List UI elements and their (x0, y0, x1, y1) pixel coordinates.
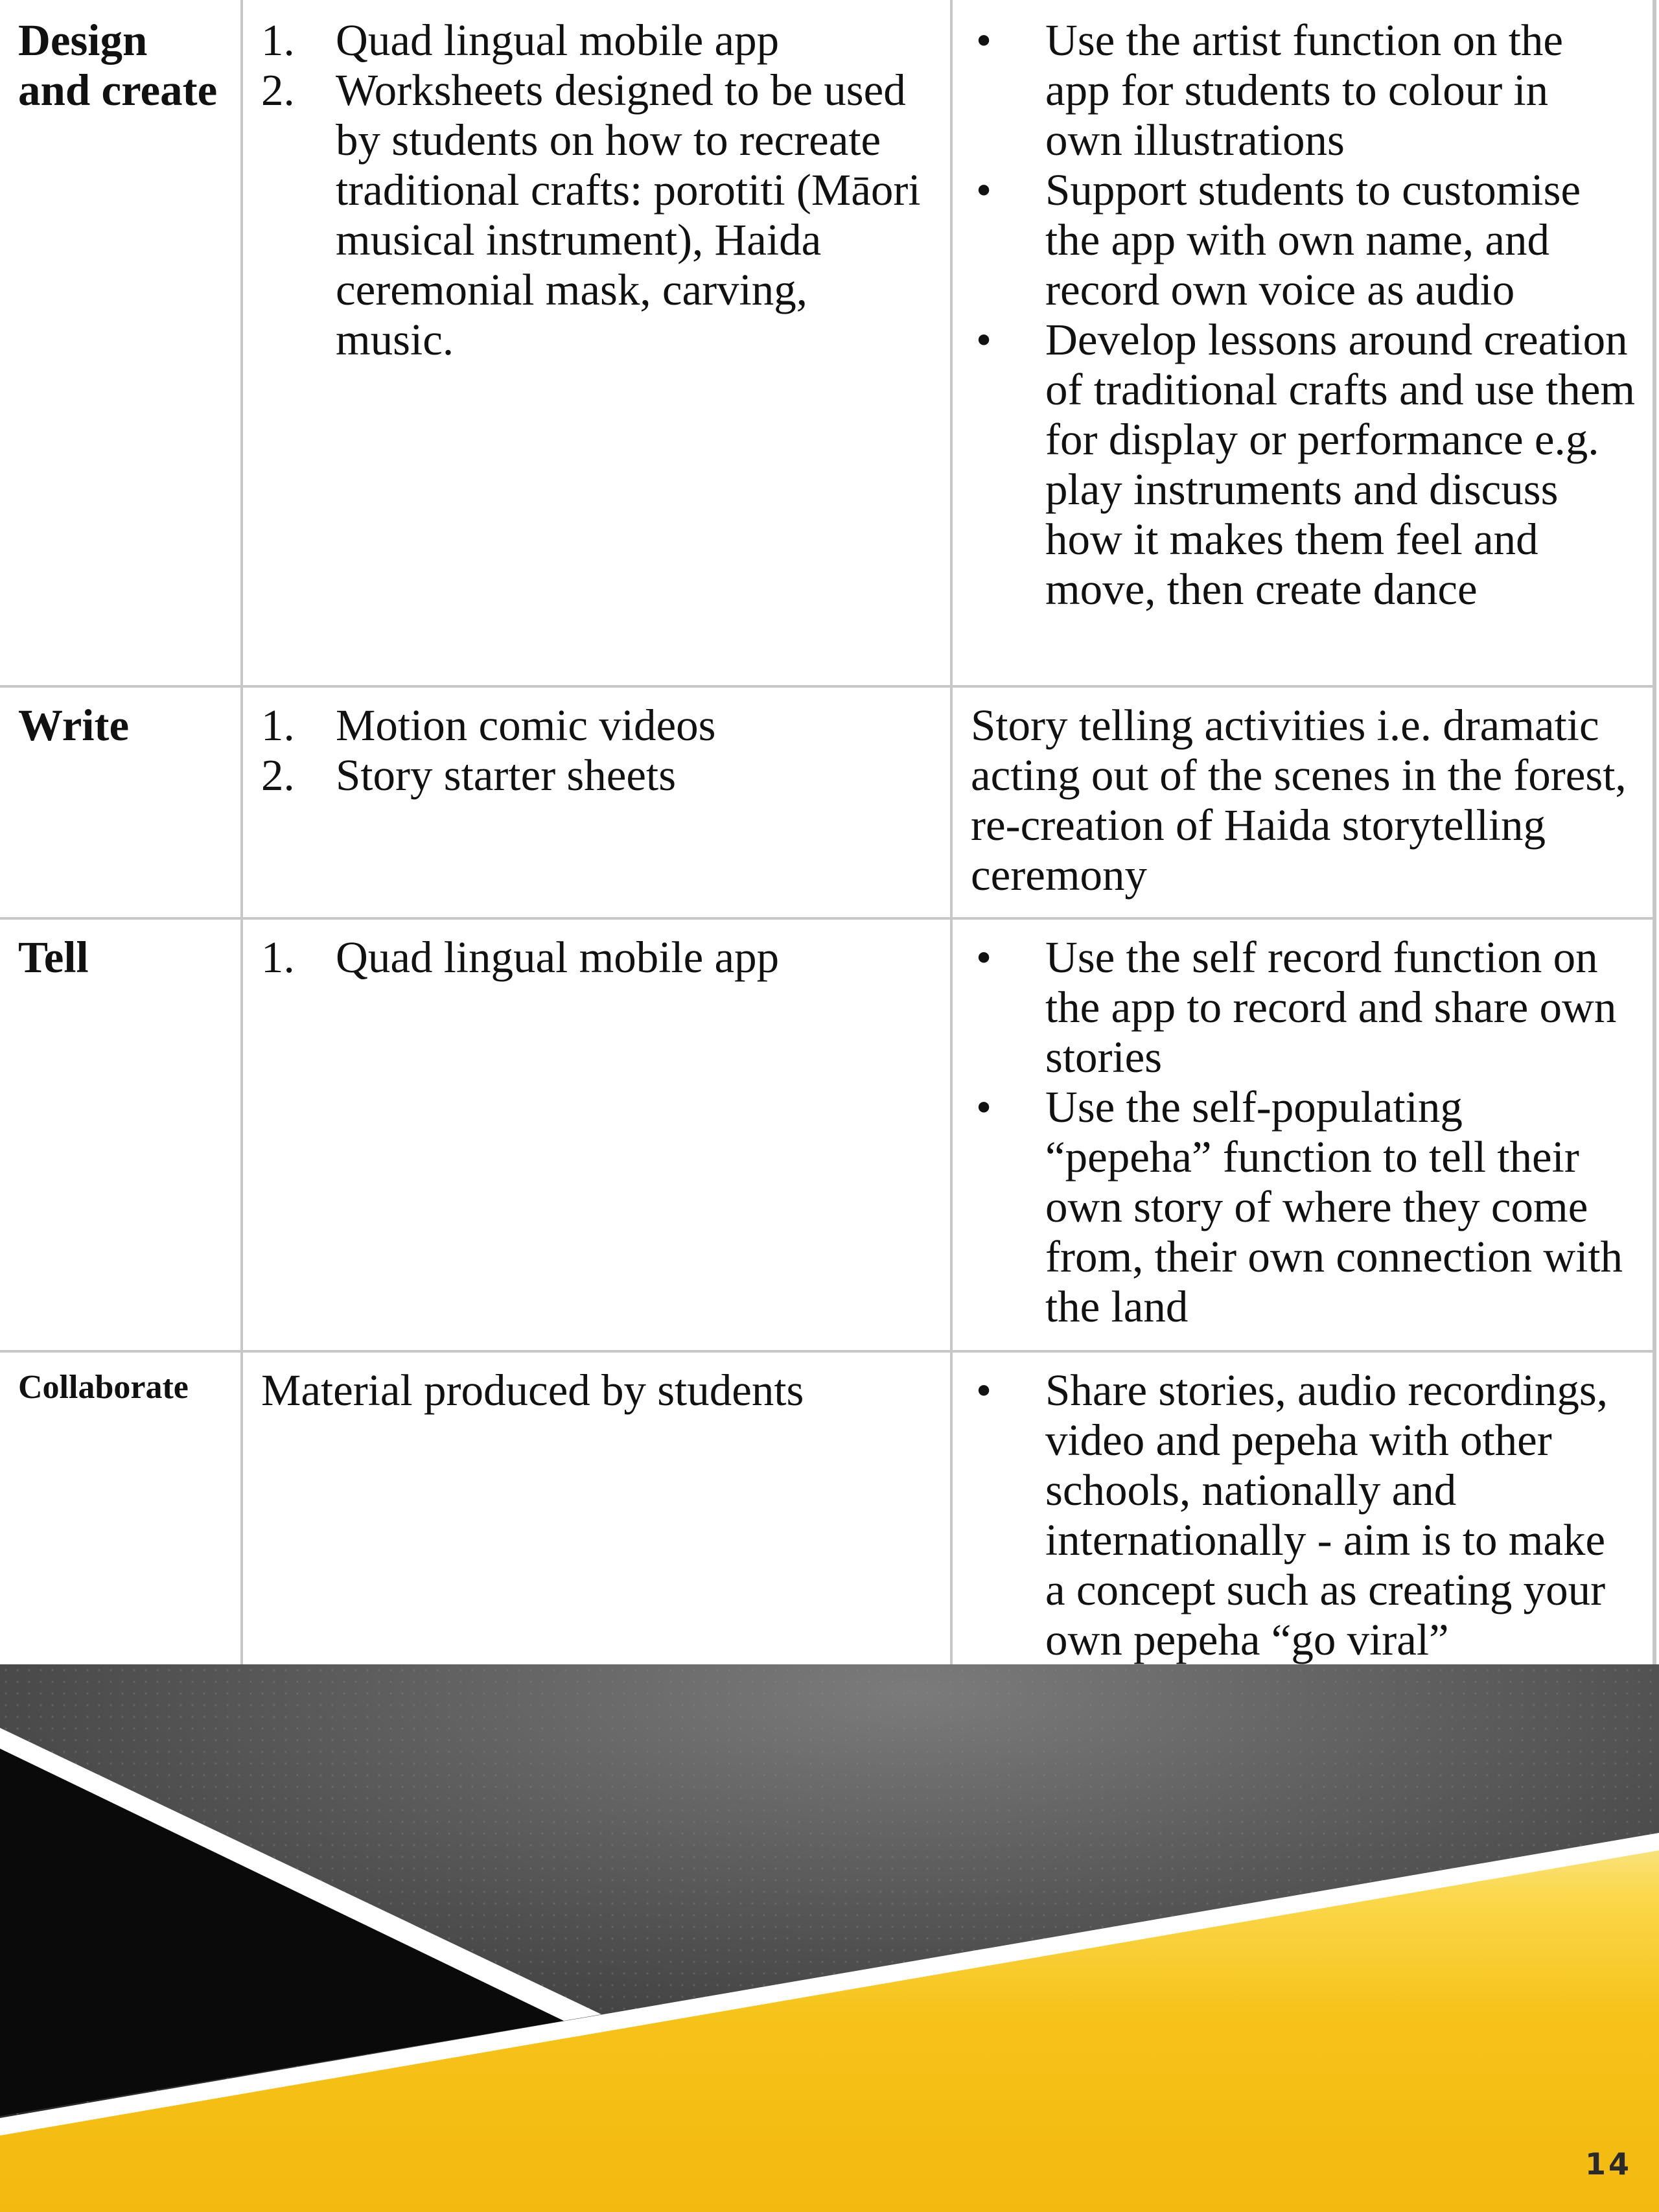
table-row (0, 918, 1654, 1351)
resources-text: Material produced by students (261, 1366, 804, 1415)
list-item: • Share stories, audio recordings, video and pepeha with other schools, nationally and internationally - aim is to make a concept such as creating your own pepeha “go viral” (976, 1366, 1608, 1664)
category-label: Design and create (18, 16, 218, 115)
activities-cell (951, 1, 1654, 686)
footer-decoration (0, 1664, 1659, 2212)
category-cell (0, 918, 242, 1351)
resources-cell (242, 918, 951, 1351)
resources-list (261, 701, 933, 800)
page-number: 14 (1584, 2147, 1632, 2182)
resources-cell (242, 686, 951, 918)
category-label: Write (18, 701, 130, 750)
list-item: • Use the self record function on the app to record and share own stories (976, 933, 1617, 1082)
activities-cell (951, 918, 1654, 1351)
category-label: Collaborate (18, 1369, 189, 1406)
activities-text: Story telling activities i.e. dramatic acting out of the scenes in the forest, re-creation of Haida storytelling ceremony (971, 701, 1627, 900)
resources-list (261, 933, 933, 983)
activities-list (971, 1366, 1636, 1665)
category-cell (0, 1, 242, 686)
table-row (0, 686, 1654, 918)
activities-cell (951, 686, 1654, 918)
activities-list (971, 933, 1636, 1332)
resources-cell (242, 1351, 951, 1688)
list-item: • Develop lessons around creation of traditional crafts and use them for display or performance e.g. play instruments and discuss how it makes them feel and move, then create dance (976, 315, 1636, 614)
list-item: 2. Worksheets designed to be used by students on how to recreate traditional crafts: porotiti (Māori musical instrument), Haida ceremonial mask, carving, music. (261, 65, 921, 364)
activities-list (971, 16, 1636, 614)
resources-cell (242, 1, 951, 686)
category-cell (0, 1351, 242, 1688)
list-item: 1. Quad lingual mobile app (261, 16, 780, 65)
list-item: • Use the self-populating “pepeha” function to tell their own story of where they come from, their own connection with the land (976, 1082, 1623, 1331)
list-item: 1. Quad lingual mobile app (261, 933, 780, 982)
table-row (0, 1, 1654, 686)
list-item: 2. Story starter sheets (261, 751, 677, 800)
category-label: Tell (18, 933, 89, 982)
category-cell (0, 686, 242, 918)
list-item: 1. Motion comic videos (261, 701, 716, 750)
table-row (0, 1351, 1654, 1688)
list-item: • Use the artist function on the app for students to colour in own illustrations (976, 16, 1564, 165)
resources-list (261, 16, 933, 365)
list-item: • Support students to customise the app with own name, and record own voice as audio (976, 165, 1581, 314)
activities-cell (951, 1351, 1654, 1688)
